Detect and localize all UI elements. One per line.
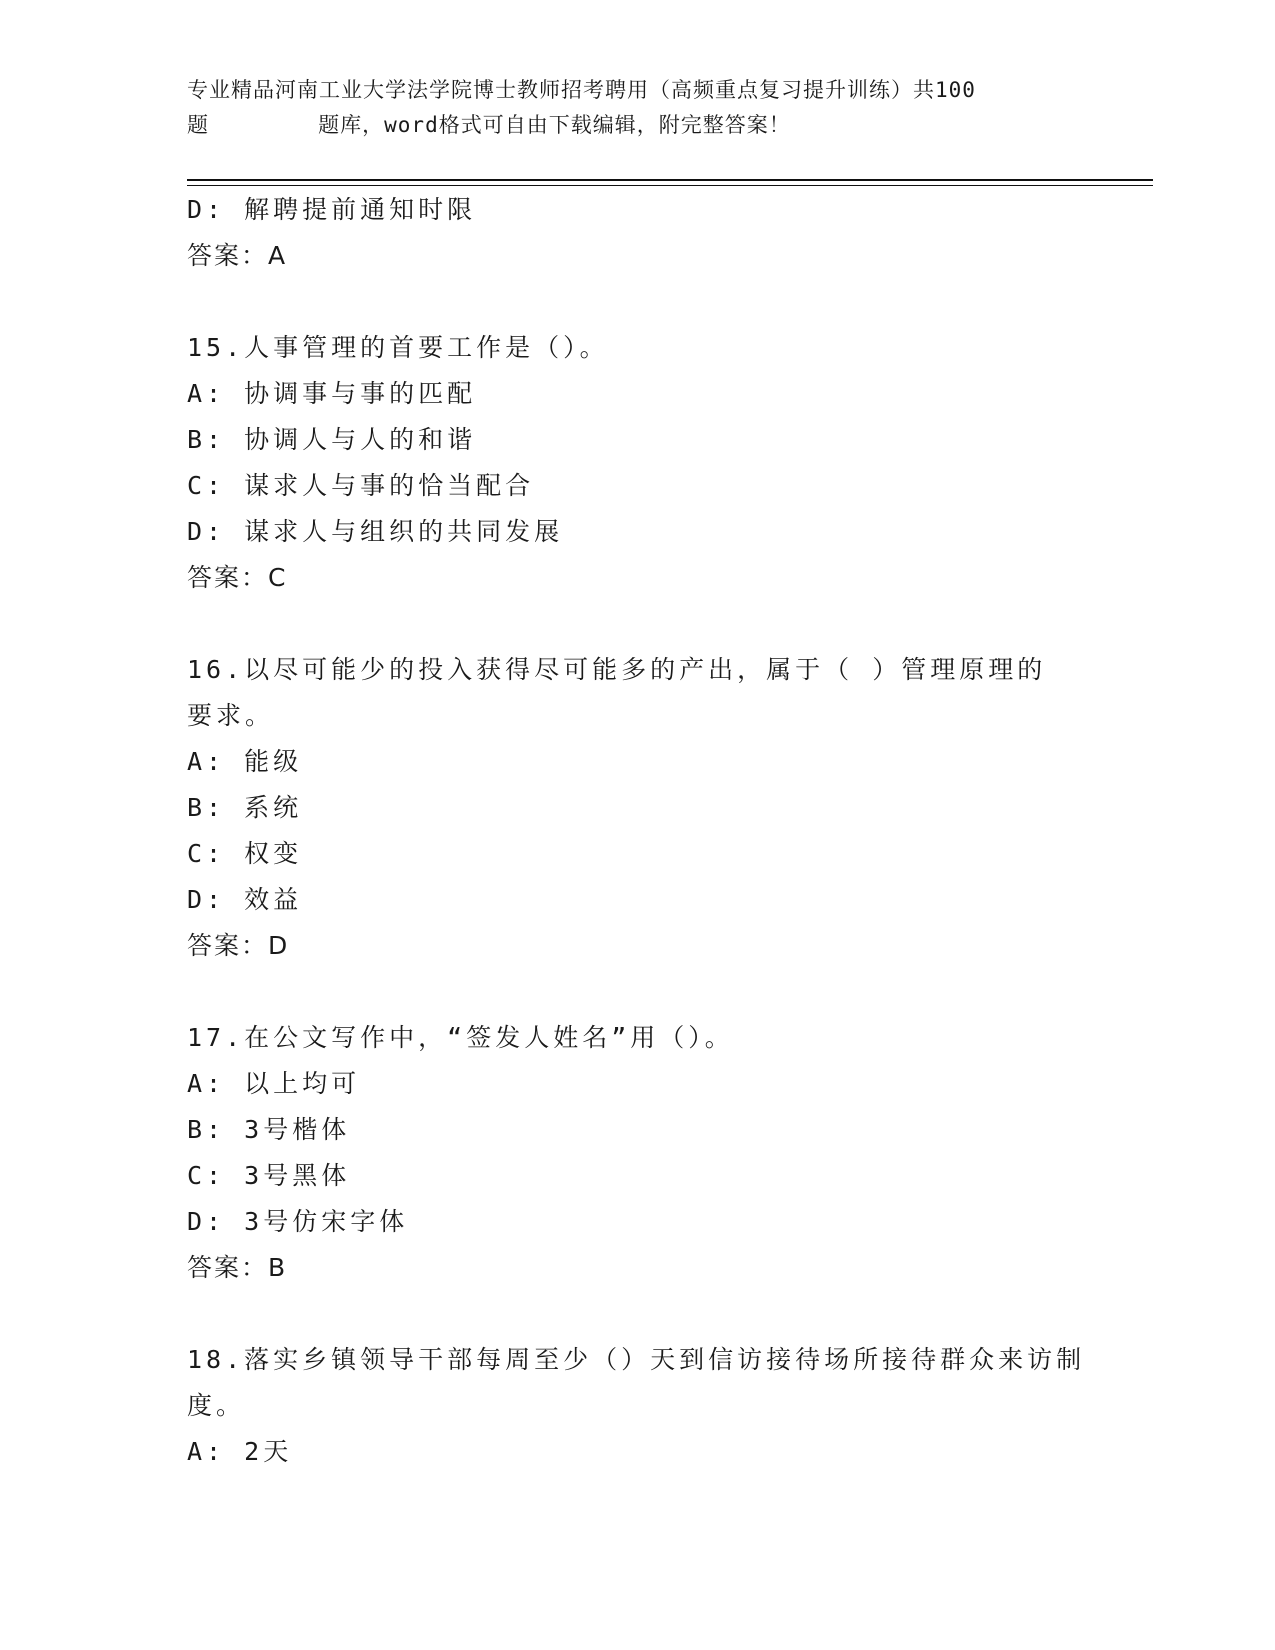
- option-d: D: 解聘提前通知时限: [187, 195, 477, 224]
- question-18: [187, 1337, 1087, 1475]
- question-stem-line-1: 16.以尽可能少的投入获得尽可能多的产出，属于（ ）管理原理的: [187, 655, 1047, 684]
- answer-line: 答案：A: [187, 241, 288, 270]
- question-stem-line-1: 18.落实乡镇领导干部每周至少（）天到信访接待场所接待群众来访制: [187, 1345, 1086, 1374]
- option-b: B: 系统: [187, 793, 303, 822]
- spacer: [187, 969, 1087, 1015]
- header-title-line-1: 专业精品河南工业大学法学院博士教师招考聘用（高频重点复习提升训练）共100: [187, 78, 976, 102]
- question-15: [187, 325, 1087, 601]
- option-a: A: 能级: [187, 747, 303, 776]
- question-list: [187, 187, 1087, 1475]
- spacer: [187, 601, 1087, 647]
- option-c: C: 3号黑体: [187, 1161, 351, 1190]
- option-d: D: 效益: [187, 885, 303, 914]
- question-stem: 15.人事管理的首要工作是（）。: [187, 333, 609, 362]
- question-16: [187, 647, 1087, 969]
- question-stem-line-2: 度。: [187, 1391, 246, 1420]
- answer-line: 答案：D: [187, 931, 290, 960]
- option-b: B: 3号楷体: [187, 1115, 351, 1144]
- option-d: D: 谋求人与组织的共同发展: [187, 517, 564, 546]
- option-a: A: 以上均可: [187, 1069, 361, 1098]
- option-b: B: 协调人与人的和谐: [187, 425, 477, 454]
- option-c: C: 权变: [187, 839, 303, 868]
- spacer: [187, 1291, 1087, 1337]
- document-header: [187, 73, 1087, 143]
- question-stem-line-2: 要求。: [187, 701, 275, 730]
- option-d: D: 3号仿宋字体: [187, 1207, 409, 1236]
- option-a: A: 协调事与事的匹配: [187, 379, 477, 408]
- header-divider-thin: [187, 185, 1153, 186]
- option-c: C: 谋求人与事的恰当配合: [187, 471, 535, 500]
- question-17: [187, 1015, 1087, 1291]
- answer-line: 答案：B: [187, 1253, 288, 1282]
- option-a: A: 2天: [187, 1437, 293, 1466]
- answer-line: 答案：C: [187, 563, 288, 592]
- question-stem: 17.在公文写作中，“签发人姓名”用（）。: [187, 1023, 734, 1052]
- header-divider-thick: [187, 179, 1153, 181]
- spacer: [187, 279, 1087, 325]
- header-title-line-2: 题 题库，word格式可自由下载编辑，附完整答案！: [187, 113, 791, 137]
